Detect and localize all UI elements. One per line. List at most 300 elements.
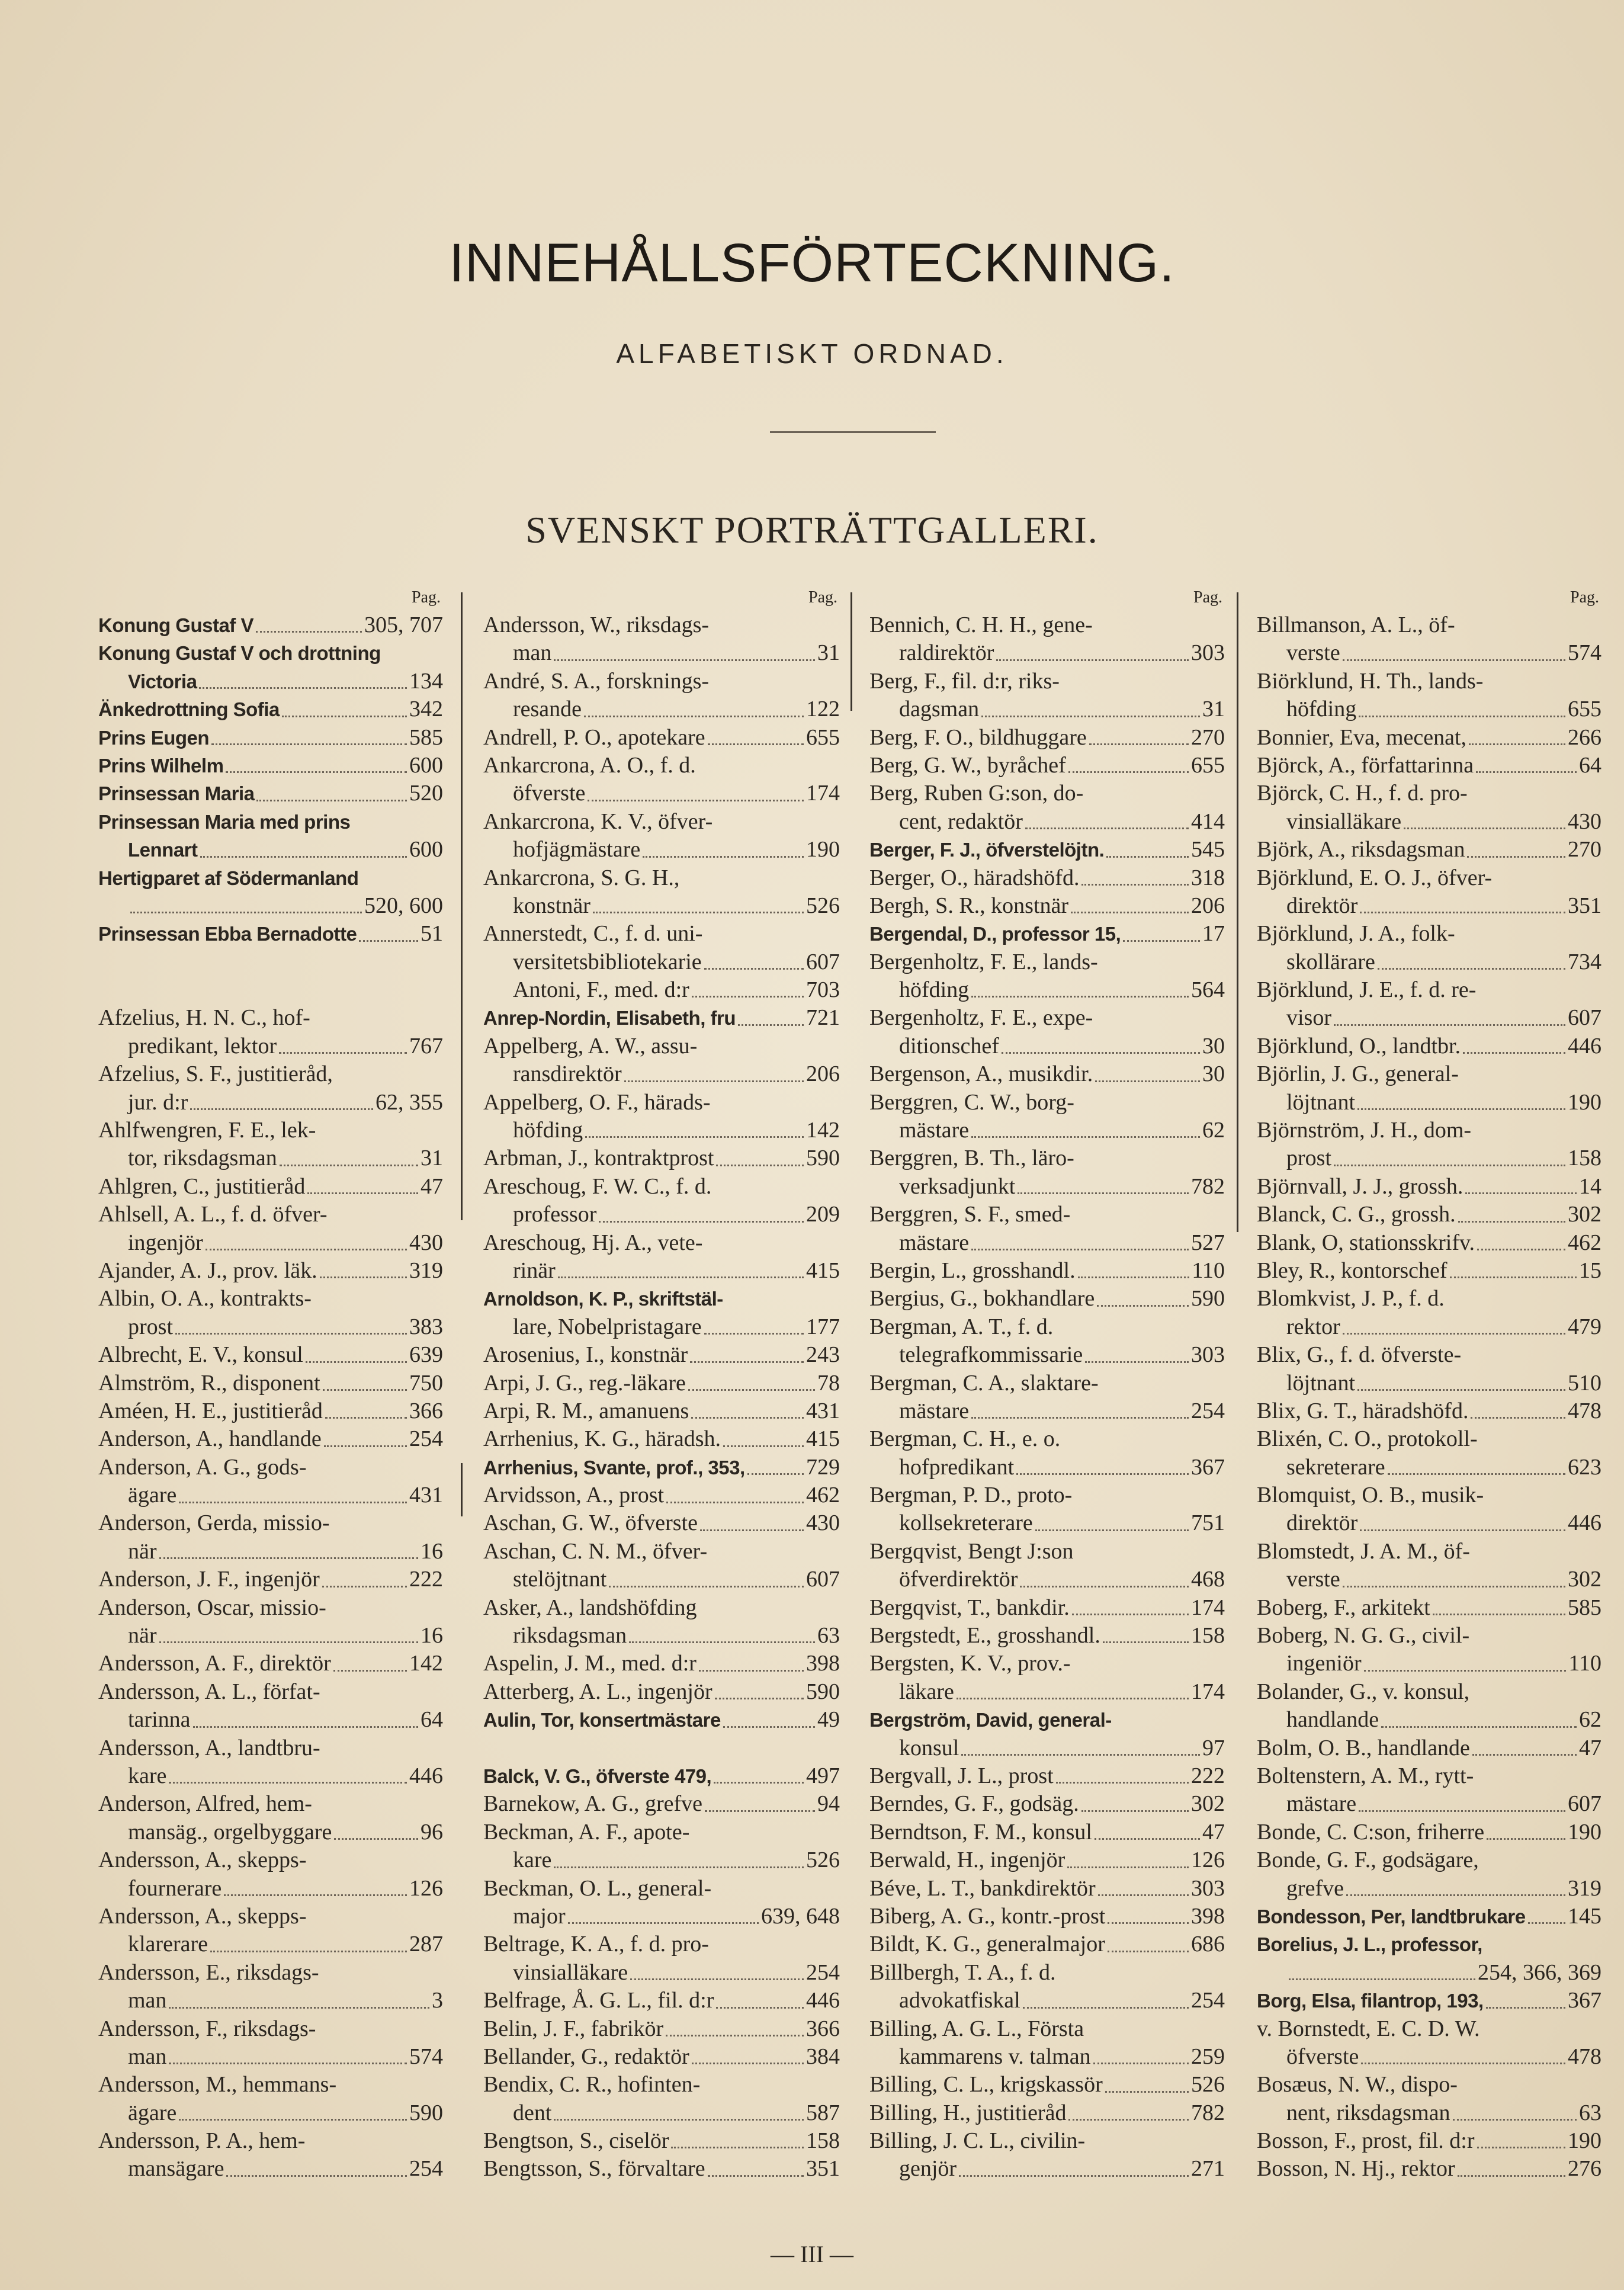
page-subtitle: ALFABETISKT ORDNAD. [616,338,1008,369]
page-ref: 607 [1568,1791,1601,1817]
pag-label: Pag. [1193,588,1222,607]
dot-leader [1477,1249,1565,1250]
dot-leader [159,1641,418,1643]
index-entry [98,2155,443,2183]
page-ref: 302 [1568,1202,1601,1227]
dot-leader [256,800,407,801]
page-ref: 17 [1202,921,1225,947]
index-entry [98,2099,443,2127]
entry-text: mästare [899,1398,970,1423]
dot-leader [1289,1978,1475,1980]
page-ref: 510 [1568,1370,1601,1396]
page-ref: 15 [1579,1258,1601,1283]
entry-text: Bosæus, N. W., dispo- [1257,2072,1458,2097]
entry-text: man [513,640,552,666]
index-entry [98,1454,443,1481]
page-ref: 287 [409,1932,443,1957]
index-entry [1257,864,1601,892]
index-entry [483,1032,840,1060]
entry-text: konsul [899,1735,959,1760]
entry-text: man [128,1988,167,2013]
index-entry [1257,948,1601,976]
page-ref: 520 [409,781,443,806]
dot-leader [325,1417,407,1419]
dot-leader [1002,1052,1200,1054]
index-entry [1257,724,1601,752]
dot-leader [1458,1221,1565,1223]
entry-text: prost [1286,1146,1331,1171]
index-entry [98,1706,443,1734]
entry-text: Blix, G., f. d. öfverste- [1257,1342,1462,1368]
index-entry [483,1369,840,1397]
entry-text: Ankarcrona, K. V., öfver- [483,809,713,834]
entry-text: vinsialläkare [513,1959,628,1985]
page-ref: 63 [1579,2100,1601,2125]
index-entry [1257,1762,1601,1790]
index-entry [98,724,443,752]
index-entry [483,1987,840,2015]
entry-text: Konung Gustaf V [98,614,253,636]
entry-text: Björck, A., författarinna [1257,752,1474,778]
index-entry [869,2127,1225,2155]
dot-leader [1346,1894,1565,1896]
dot-leader [609,1586,804,1587]
page-ref: 276 [1568,2156,1601,2182]
entry-text: Bergh, S. R., konstnär [869,893,1069,918]
page-ref: 367 [1191,1454,1225,1480]
page-ref: 319 [1568,1875,1601,1901]
entry-text: Berg, G. W., byråchef [869,752,1066,778]
dot-leader [333,1670,407,1672]
dot-leader [175,1333,407,1335]
page-ref: 384 [806,2044,840,2069]
index-entry [483,1930,840,1958]
page-ref: 254, 366, 369 [1478,1959,1601,1985]
page-ref: 342 [409,697,443,722]
index-entry [869,1594,1225,1622]
dot-leader [593,912,804,913]
dot-leader [159,1557,418,1559]
page-ref: 62 [1202,1118,1225,1143]
entry-text: Ankarcrona, S. G. H., [483,865,680,890]
entry-text: Billing, C. L., krigskassör [869,2072,1103,2097]
dot-leader [747,1473,804,1475]
index-entry [98,1650,443,1678]
index-entry [98,1229,443,1257]
entry-text: cent, redaktör [899,809,1023,834]
dot-leader [324,1445,407,1447]
pag-label: Pag. [808,588,837,607]
dot-leader [723,1726,815,1728]
page-ref: 782 [1191,2100,1225,2125]
index-entry [869,780,1225,807]
index-entry [98,695,443,723]
entry-text: verste [1286,1567,1340,1592]
page-ref: 49 [817,1707,840,1733]
index-entry [869,1875,1225,1903]
index-entry [869,1622,1225,1650]
index-entry [869,1285,1225,1313]
entry-text: Anderson, Alfred, hem- [98,1791,312,1817]
page-ref: 94 [817,1791,840,1817]
entry-text: Björck, C. H., f. d. pro- [1257,781,1468,806]
dot-leader [971,1249,1189,1250]
page-ref: 222 [1191,1763,1225,1788]
page-ref: 254 [806,1959,840,1985]
index-entry [1257,920,1601,948]
index-entry [98,1060,443,1088]
entry-text: höfding [513,1118,583,1143]
entry-text: Atterberg, A. L., ingenjör [483,1679,712,1704]
entry-text: Billmanson, A. L., öf- [1257,612,1455,637]
index-entry [869,836,1225,864]
entry-text: Aulin, Tor, konsertmästare [483,1709,721,1731]
index-entry [483,1594,840,1622]
entry-text: Albin, O. A., kontrakts- [98,1286,312,1311]
index-entry [483,1285,840,1313]
page-ref: 16 [421,1623,443,1648]
entry-text: Bergvall, J. L., prost [869,1763,1054,1788]
dot-leader [1078,1277,1190,1278]
entry-text: Blomstedt, J. A. M., öf- [1257,1538,1470,1564]
page-ref: 366 [806,2016,840,2041]
entry-text: klarerare [128,1932,208,1957]
index-entry [869,2043,1225,2071]
entry-text: Arpi, R. M., amanuens [483,1398,689,1423]
index-entry [98,1846,443,1874]
dot-leader [716,2007,804,2009]
entry-text: Borelius, J. L., professor, [1257,1933,1482,1956]
page-ref: 430 [1568,809,1601,834]
dot-leader [1020,1586,1189,1587]
entry-text: Berg, F. O., bildhuggare [869,724,1087,750]
dot-leader [1068,2119,1189,2121]
entry-text: nent, riksdagsman [1286,2100,1450,2125]
index-entry [869,948,1225,976]
index-entry [483,1117,840,1144]
index-entry [483,1425,840,1453]
index-entry [869,1397,1225,1425]
dot-leader [179,1502,407,1503]
page-ref: 305, 707 [364,612,443,637]
index-entry [483,1089,840,1117]
dot-leader [708,743,804,745]
index-entry [1257,1060,1601,1088]
dot-leader [643,856,804,858]
page-ref: 585 [1568,1595,1601,1620]
index-entry [483,1622,840,1650]
entry-text: Björklund, J. E., f. d. re- [1257,977,1477,1003]
index-entry [869,892,1225,920]
dot-leader [1123,940,1200,942]
entry-text: Bolm, O. B., handlande [1257,1735,1470,1760]
index-entry [98,1117,443,1144]
page-ref: 190 [1568,1089,1601,1115]
index-entry [98,1425,443,1453]
index-entry [1257,1117,1601,1144]
index-entry [98,1734,443,1762]
entry-text: Bergenholtz, F. E., lands- [869,949,1098,974]
index-entry [869,1538,1225,1566]
index-entry [869,1930,1225,1958]
dot-leader [957,1698,1189,1699]
dot-leader [359,940,418,942]
index-entry [483,780,840,807]
dot-leader [629,1641,815,1643]
index-entry [98,1173,443,1201]
entry-text: Bergenson, A., musikdir. [869,1061,1093,1087]
dot-leader [971,1417,1189,1419]
dot-leader [1476,771,1577,773]
index-entry [1257,1257,1601,1285]
index-entry [869,1510,1225,1538]
index-entry [1257,1650,1601,1678]
index-entry [98,808,443,836]
dot-leader [169,2007,429,2009]
entry-text: Bergqvist, T., bankdir. [869,1595,1070,1620]
index-entry [1257,1369,1601,1397]
entry-text: advokatfiskal [899,1988,1020,2013]
index-entry [483,724,840,752]
entry-text: professor [513,1202,597,1227]
page-ref: 174 [1191,1595,1225,1620]
page-ref: 3 [432,1988,443,2013]
index-entry [1257,1875,1601,1903]
index-entry [1257,2015,1601,2043]
dot-leader [554,659,815,661]
dot-leader [200,856,407,858]
page-ref: 62, 355 [375,1089,443,1115]
page-ref: 270 [1568,837,1601,862]
entry-text: Almström, R., disponent [98,1370,320,1396]
page-ref: 431 [409,1483,443,1508]
index-entry [869,2099,1225,2127]
dot-leader [1378,968,1565,970]
entry-text: Andersson, W., riksdags- [483,612,710,637]
index-entry [1257,1032,1601,1060]
index-entry [483,864,840,892]
page-ref: 526 [806,893,840,918]
dot-leader [1433,1614,1565,1615]
page-ref: 266 [1568,724,1601,750]
index-entry [1257,1734,1601,1762]
page-ref: 63 [817,1623,840,1648]
page-ref: 254 [409,2156,443,2182]
dot-leader [199,687,407,689]
index-entry [483,1481,840,1509]
entry-text: Bonnier, Eva, mecenat, [1257,724,1467,750]
index-entry [869,1734,1225,1762]
index-entry [98,1369,443,1397]
dot-leader [256,631,362,633]
entry-text: Arosenius, I., konstnär [483,1342,688,1368]
dot-leader [723,1445,804,1447]
entry-text: Andrell, P. O., apotekare [483,724,705,750]
dot-leader [1343,659,1565,661]
dot-leader [1016,1473,1189,1475]
index-entry [483,1566,840,1593]
index-entry [869,808,1225,836]
index-entry [869,2071,1225,2099]
dot-leader [996,659,1189,661]
column-divider [850,592,852,711]
entry-text: ingeniör [1286,1651,1362,1676]
entry-text: Béve, L. T., bankdirektör [869,1875,1096,1901]
dot-leader [705,1810,815,1812]
index-entry [869,1678,1225,1706]
dot-leader [630,1978,804,1980]
index-entry [1257,1144,1601,1172]
entry-text: Berg, F., fil. d:r, riks- [869,668,1060,694]
index-entry [869,1313,1225,1341]
dot-leader [130,912,362,913]
page-ref: 414 [1191,809,1225,834]
entry-text: Ankarcrona, A. O., f. d. [483,752,696,778]
page-ref: 126 [409,1875,443,1901]
entry-text: ingenjör [128,1230,203,1255]
index-entry [98,1285,443,1313]
dot-leader [169,1782,407,1784]
entry-text: fournerare [128,1875,222,1901]
dot-leader [704,968,804,970]
index-entry [98,920,443,948]
entry-text: verksadjunkt [899,1173,1016,1199]
page-ref: 177 [806,1314,840,1339]
page-ref: 782 [1191,1173,1225,1199]
dot-leader [307,1192,418,1194]
page-ref: 134 [409,668,443,694]
entry-text: konstnär [513,893,590,918]
page-ref: 526 [806,1848,840,1873]
entry-text: Belfrage, Å. G. L., fil. d:r [483,1988,714,2013]
dot-leader [1025,828,1189,829]
dot-leader [322,1586,407,1587]
entry-text: Bergsten, K. V., prov.- [869,1651,1071,1676]
entry-text: Berndes, G. F., godsäg. [869,1791,1079,1817]
index-entry [483,2099,840,2127]
dot-leader [714,1782,804,1784]
page-ref: 110 [1192,1258,1225,1283]
entry-text: Bosson, N. Hj., rektor [1257,2156,1455,2182]
entry-text: Améen, H. E., justitieråd [98,1398,323,1423]
entry-text: Arvidsson, A., prost [483,1483,665,1508]
page-ref: 574 [1568,640,1601,666]
index-entry [98,1201,443,1229]
entry-text: kare [513,1848,552,1873]
entry-text: hofpredikant [899,1454,1015,1480]
dot-leader [1023,2007,1189,2009]
page-ref: 367 [1568,1988,1601,2013]
entry-text: Boltenstern, A. M., rytt- [1257,1763,1474,1788]
page-ref: 623 [1568,1454,1601,1480]
page-ref: 446 [806,1988,840,2013]
page-ref: 302 [1191,1791,1225,1817]
page-ref: 526 [1191,2072,1225,2097]
index-entry [483,1959,840,1987]
dot-leader [1035,1529,1189,1531]
entry-text: rinär [513,1258,556,1283]
dot-leader [1067,1866,1189,1868]
pag-label: Pag. [1570,588,1599,607]
dot-leader [206,1249,407,1250]
index-entry [869,2015,1225,2043]
index-entry [1257,1173,1601,1201]
entry-text: löjtnant [1286,1370,1356,1396]
index-entry [483,611,840,639]
dot-leader [1471,1417,1565,1419]
page-ref: 47 [1579,1735,1601,1760]
index-entry [483,752,840,780]
entry-text: Biörklund, H. Th., lands- [1257,668,1484,694]
page-ref: 590 [409,2100,443,2125]
index-entry [1257,1706,1601,1734]
entry-text: kare [128,1763,167,1788]
dot-leader [1453,2119,1577,2121]
entry-text: Bergin, L., grosshandl. [869,1258,1076,1283]
entry-text: Berggren, C. W., borg- [869,1089,1074,1115]
entry-text: Hertigparet af Södermanland [98,867,359,889]
entry-text: Björklund, E. O. J., öfver- [1257,865,1493,890]
dot-leader [971,996,1189,998]
dot-leader [700,1529,804,1531]
entry-text: Afzelius, S. F., justitieråd, [98,1061,333,1087]
dot-leader [1361,2063,1565,2064]
dot-leader [1098,1894,1189,1896]
index-entry [1257,1622,1601,1650]
entry-text: Blank, O, stationsskrifv. [1257,1230,1475,1255]
page-ref: 270 [1191,724,1225,750]
index-entry [483,1341,840,1369]
index-entry [869,1032,1225,1060]
entry-text: Björnström, J. H., dom- [1257,1118,1472,1143]
page-ref: 587 [806,2100,840,2125]
entry-text: Areschoug, Hj. A., vete- [483,1230,703,1255]
index-entry [869,1117,1225,1144]
entry-text: mästare [899,1230,970,1255]
page-ref: 126 [1191,1848,1225,1873]
page-ref: 62 [1579,1707,1601,1733]
index-entry [869,695,1225,723]
page-ref: 527 [1191,1230,1225,1255]
dot-leader [1018,1192,1189,1194]
page-ref: 430 [806,1510,840,1536]
column-divider [461,1463,463,1516]
index-entry [98,1875,443,1903]
page-ref: 303 [1191,640,1225,666]
index-entry [1257,1790,1601,1818]
index-entry [869,1903,1225,1930]
page-ref: 158 [1191,1623,1225,1648]
dot-leader [1068,771,1189,773]
index-entry [98,1762,443,1790]
index-entry [869,1481,1225,1509]
page-ref: 655 [806,724,840,750]
index-entry [1257,1285,1601,1313]
dot-leader [1105,2091,1189,2093]
dot-leader [692,996,804,998]
entry-text: Berg, Ruben G:son, do- [869,781,1084,806]
index-entry [869,1173,1225,1201]
page-ref: 639, 648 [761,1903,840,1929]
entry-text: Björlin, J. G., general- [1257,1061,1459,1087]
index-entry [1257,2043,1601,2071]
dot-leader [179,2119,407,2121]
entry-text: Bendix, C. R., hofinten- [483,2072,701,2097]
page-ref: 703 [806,977,840,1003]
index-entry [98,864,443,892]
page-ref: 585 [409,724,443,750]
entry-text: Anderson, J. F., ingenjör [98,1567,320,1592]
